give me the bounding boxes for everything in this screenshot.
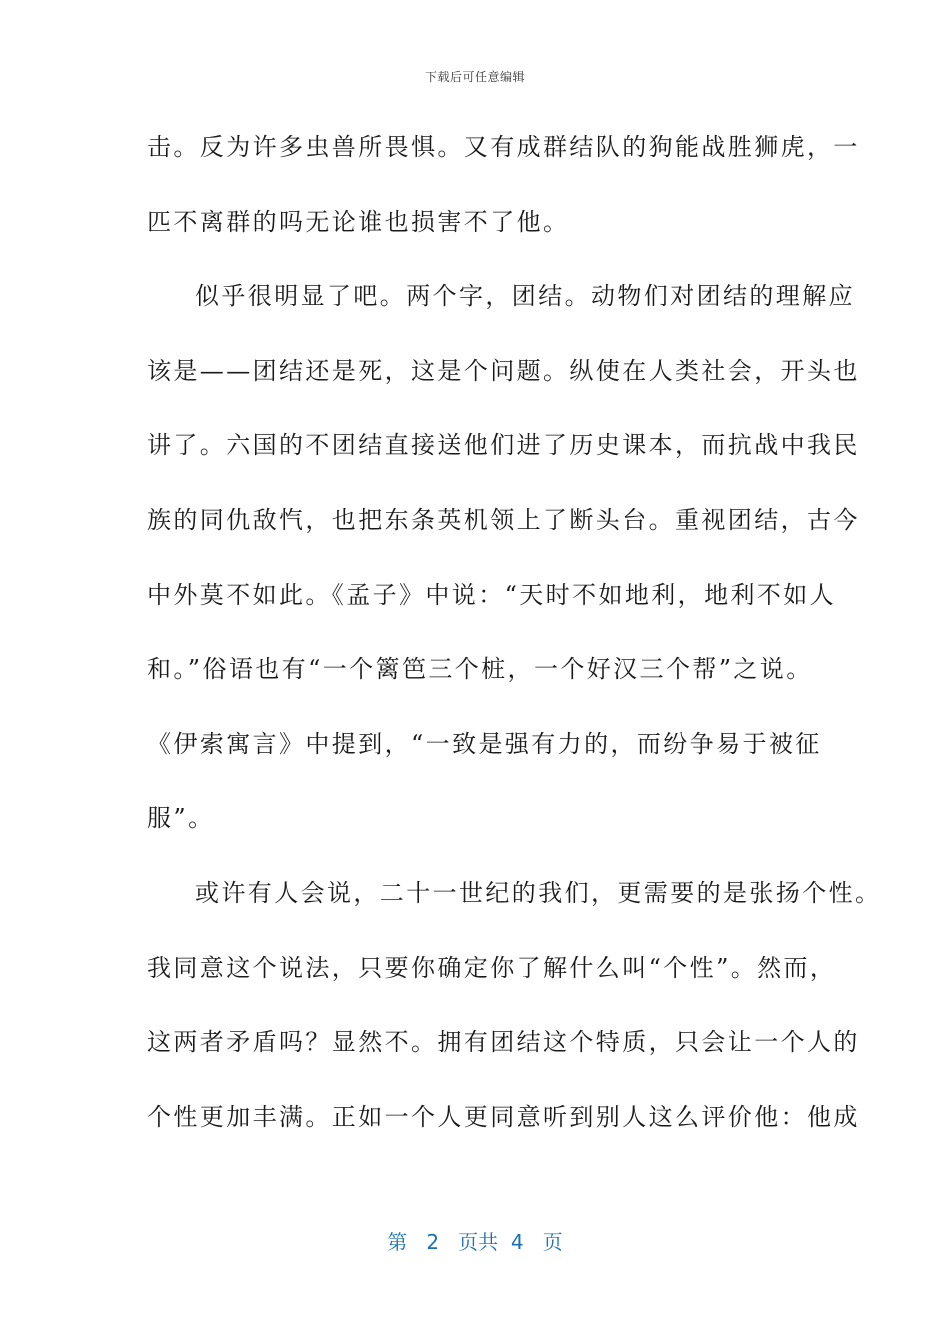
text-line: 或许有人会说，二十一世纪的我们，更需要的是张扬个性。 [195,878,882,907]
footer-suffix: 页 [542,1230,563,1254]
text-line: 似乎很明显了吧。两个字，团结。动物们对团结的理解应 [195,282,855,311]
text-line: 和。”俗语也有“一个篱笆三个桩，一个好汉三个帮”之说。 [147,655,813,684]
text-line: 击。反为许多虫兽所畏惧。又有成群结队的狗能战胜狮虎，一 [147,133,860,161]
text-line: 《伊索寓言》中提到，“一致是强有力的，而纷争易于被征 [147,729,822,758]
body-text [147,127,882,1171]
current-page-number: 2 [426,1230,440,1254]
text-line: 这两者矛盾吗？显然不。拥有团结这个特质，只会让一个人的 [147,1028,860,1057]
text-line: 个性更加丰满。正如一个人更同意听到别人这么评价他：他成 [147,1102,860,1131]
text-line: 服”。 [147,804,215,833]
text-line: 族的同仇敌忾，也把东条英机领上了断头台。重视团结，古今 [147,505,860,534]
page-header: 下载后可任意编辑 [424,70,525,84]
footer-prefix: 第 [387,1230,408,1254]
footer-middle: 页共 [458,1230,499,1254]
text-line: 该是——团结还是死，这是个问题。纵使在人类社会，开头也 [147,356,860,385]
text-line: 讲了。六国的不团结直接送他们进了历史课本，而抗战中我民 [147,431,860,460]
page-footer [0,1226,950,1255]
text-line: 中外莫不如此。《孟子》中说：“天时不如地利，地利不如人 [147,580,837,609]
text-line: 匹不离群的吗无论谁也损害不了他。 [147,207,570,236]
text-line: 我同意这个说法，只要你确定你了解什么叫“个性”。然而， [147,953,837,982]
total-page-number: 4 [510,1230,524,1254]
